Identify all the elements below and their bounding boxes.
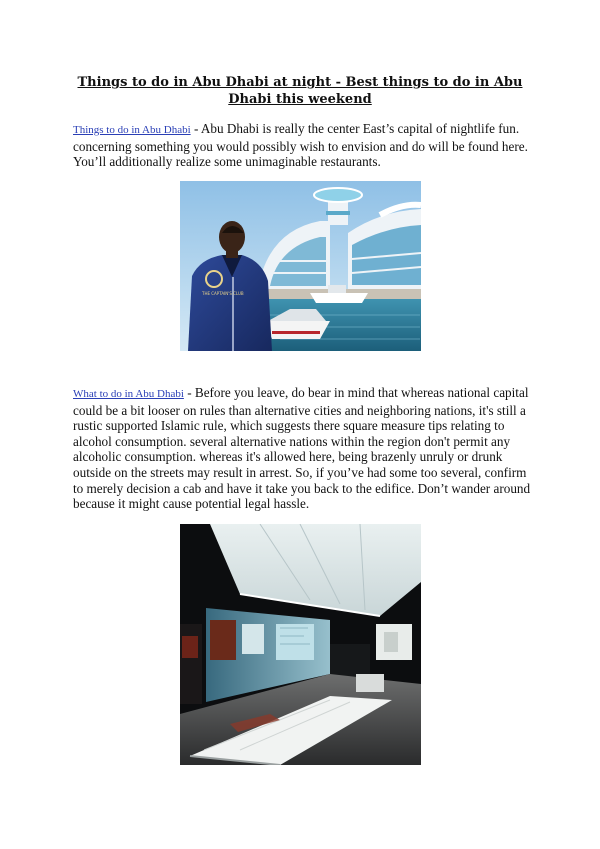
page-title: Things to do in Abu Dhabi at night - Best things to do in Abu Dhabi this weekend xyxy=(77,75,523,107)
museum-gallery-interior-photo xyxy=(180,524,421,765)
paragraph-rules xyxy=(73,385,531,512)
things-to-do-link[interactable]: Things to do in Abu Dhabi xyxy=(73,124,191,136)
paragraph-rules-text: - Before you leave, do bear in mind that whereas national capital could be a bit looser on rules than alternative cities and neighboring nations, it's still a rustic supported Islamic rule, which suggests there square measure tips relating to alcohol consumption. several alternative nations within the region don't permit any alcoholic consumption. whereas it's allowed here, being brazenly unruly or drunk outside on the streets may result in arrest. So, if you’ve had some too several, confirm to merely decision a cab and have it take you back to the edifice. Don’t wander around because it might cause potential legal hassle. xyxy=(73,385,531,512)
paragraph-nightlife-text: - Abu Dhabi is really the center East’s capital of nightlife fun. concerning something you would possibly wish to envision and do will be found here. You’ll additionally realize some unimaginable restaurants. xyxy=(73,121,528,170)
man-at-marina-photo xyxy=(180,181,421,351)
paragraph-nightlife xyxy=(73,121,531,170)
what-to-do-link[interactable]: What to do in Abu Dhabi xyxy=(73,388,184,400)
jacket-logo-text: THE CAPTAIN'S CLUB xyxy=(202,291,244,296)
